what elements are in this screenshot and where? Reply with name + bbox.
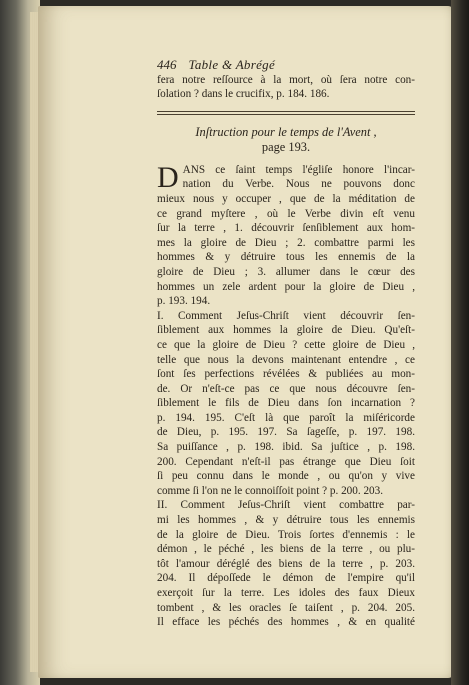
paragraph-1 xyxy=(157,160,415,309)
drop-cap: D xyxy=(157,160,179,194)
paragraph-3 xyxy=(157,498,415,629)
intro-line: ſolation ? dans le crucifix, p. 184. 186. xyxy=(157,88,330,101)
text-line: p. 194. 195. C'eſt là que paroît la miſéricorde xyxy=(157,411,415,424)
section-subtitle: page 193. xyxy=(261,139,311,154)
text-line: de la gloire de Dieu. Trois ſortes d'ennemis : le xyxy=(157,528,415,541)
text-line: mi les hommes , & y détruire tous les ennemis xyxy=(157,514,415,527)
text-line: hommes un zele ardent pour la gloire de Dieu , xyxy=(157,280,415,293)
section-heading xyxy=(157,125,415,155)
text-line: ſont ſes perfections révélées & publiées au mon- xyxy=(157,368,415,381)
text-line: ce que la gloire de Dieu ? cette gloire de Dieu , xyxy=(157,338,415,351)
text-line: hommes & y détruire tous les ennemis de la xyxy=(157,251,415,264)
section-title: Inſtruction pour le temps de l'Avent , xyxy=(195,124,377,139)
text-line: ſiblement le fils de Dieu dans ſon incarnation ? xyxy=(157,397,415,410)
book-fore-edge xyxy=(451,0,469,685)
text-line: Sa puiſſance , p. 198. ibid. Sa juſtice , p. 198. xyxy=(157,441,415,454)
text-line: de. Or n'eſt-ce pas ce que nous découvre ſen- xyxy=(157,382,415,395)
text-line: mieux nous y occuper , que de la méditation de xyxy=(157,192,415,205)
text-line: comme ſi l'on ne le connoiſſoit point ? p. 200. 203. xyxy=(157,484,384,497)
text-line: exerçoit ſur la terre. Les idoles des faux Dieux xyxy=(157,587,415,599)
text-line: telle que nous la devons maintenant entendre , ce xyxy=(157,353,415,366)
text-line: ſiblement aux hommes la gloire de Dieu. Qu'eſt- xyxy=(157,324,415,337)
text-line: gloire de Dieu ; 3. allumer dans le cœur des xyxy=(157,265,415,278)
paragraph-2 xyxy=(157,309,415,499)
text-line: ſi peu connu dans le monde , ou qu'on y vive xyxy=(157,470,415,483)
text-line: mes la gloire de Dieu ; 2. combattre parmi les xyxy=(157,236,415,249)
text-line: p. 193. 194. xyxy=(157,295,211,308)
text-line: ANS ce ſaint temps l'égliſe honore l'incar- xyxy=(182,163,415,176)
page-header xyxy=(157,58,415,73)
text-line: II. Comment Jeſus-Chriſt vient combattre par- xyxy=(157,499,415,512)
text-line: ſur la terre , 1. découvrir ſenſiblement aux hom- xyxy=(157,222,415,235)
text-line: démon , le péché , les biens de la terre , ou plu- xyxy=(157,543,415,556)
text-line: de Dieu, p. 195. 197. Sa ſageſſe, p. 197. 198. xyxy=(157,426,415,439)
text-line: 200. Cependant n'eſt-il pas étrange que Dieu ſoit xyxy=(157,455,415,468)
section-rule xyxy=(157,111,415,115)
text-line: nation du Verbe. Nous ne pouvons donc xyxy=(182,178,415,191)
page-text xyxy=(157,58,415,630)
text-line: Il efface les péchés des hommes , & en qualité xyxy=(157,616,415,629)
text-line: tombent , & les oracles ſe taiſent , p. 204. 205. xyxy=(157,601,415,614)
page-number: 446 xyxy=(157,57,177,72)
text-line: tôt l'amour déréglé des biens de la terre , p. 203. xyxy=(157,557,415,570)
intro-line: fera notre reſſource à la mort, où ſera notre con- xyxy=(157,73,415,86)
text-line: 204. Il dépoſſede le démon de l'empire qu'il xyxy=(157,572,415,585)
intro-text xyxy=(157,73,415,102)
text-line: ce grand myſtere , où le Verbe divin eſt venu xyxy=(157,207,415,220)
text-line: I. Comment Jeſus-Chriſt vient découvrir ſen- xyxy=(157,309,415,322)
running-title: Table & Abrégé xyxy=(188,57,276,72)
